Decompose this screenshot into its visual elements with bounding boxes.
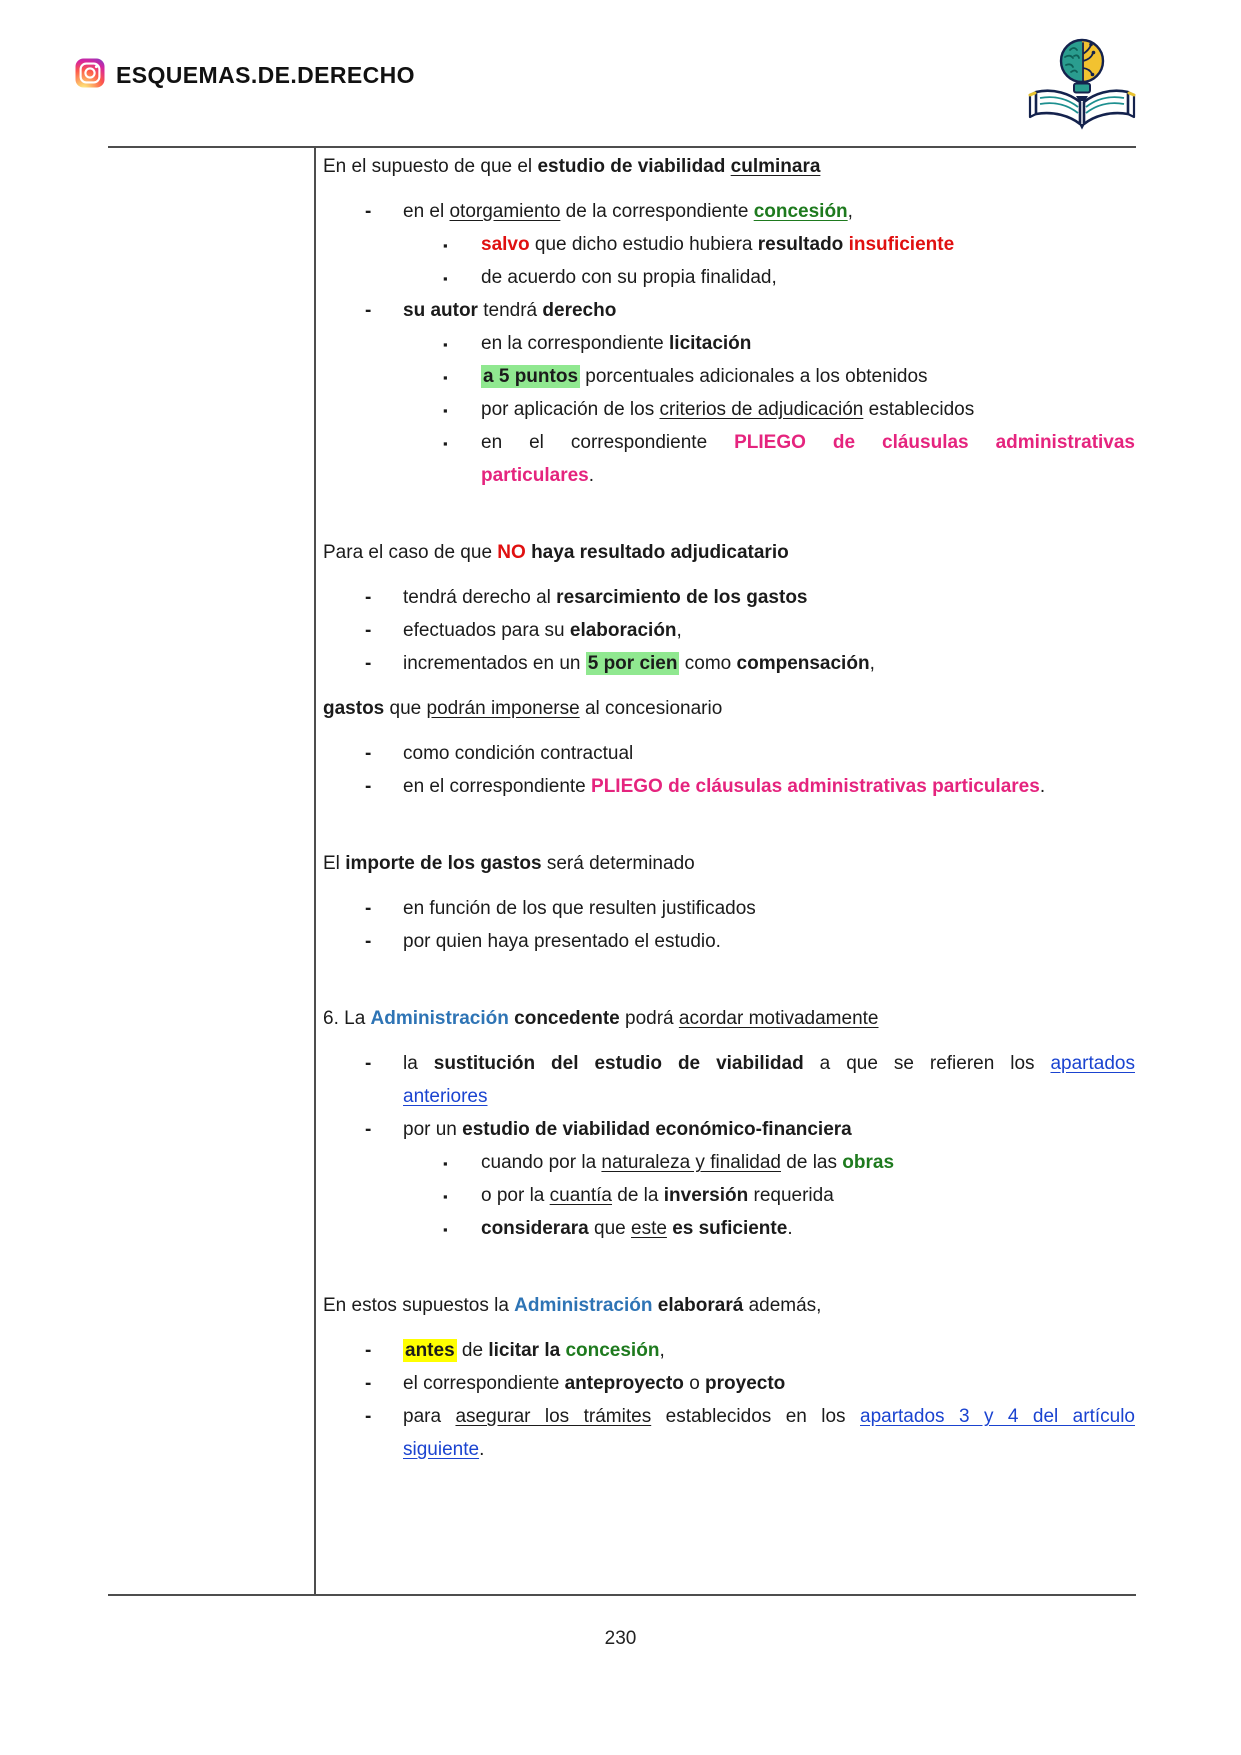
text-run: que dicho estudio hubiera (529, 234, 758, 255)
text-run: tendrá derecho al (403, 587, 557, 608)
text-run: concesión (565, 1340, 660, 1361)
square-bullet: ▪ (443, 271, 448, 286)
table-bottom-border (108, 1594, 1136, 1596)
dash-bullet: - (365, 653, 372, 674)
text-line (323, 1146, 1135, 1179)
content-blocks (323, 150, 1135, 1466)
text-run: criterios de adjudicación (659, 399, 864, 420)
dash-bullet: - (365, 743, 372, 764)
text-run: como (679, 653, 737, 674)
text-run: establecidos (863, 399, 975, 420)
text-run: obras (842, 1152, 895, 1173)
text-line (323, 770, 1135, 803)
text-run: estudio de viabilidad (537, 156, 726, 177)
text-run: haya resultado adjudicatario (531, 542, 789, 563)
text-run: como condición contractual (403, 743, 634, 764)
text-run: Administración (514, 1295, 653, 1316)
text-run: considerara (481, 1218, 589, 1239)
text-line (323, 614, 1135, 647)
text-run: en el correspondiente (403, 776, 592, 797)
text-run: salvo (481, 234, 530, 255)
text-line (323, 327, 1135, 360)
text-run: cuantía (549, 1185, 612, 1206)
square-bullet: ▪ (443, 403, 448, 418)
text-run: por quien haya presentado el estudio. (403, 931, 721, 952)
dash-bullet: - (365, 1406, 372, 1427)
text-run: para (403, 1406, 456, 1427)
text-run: . (787, 1218, 793, 1239)
text-run: incrementados en un (403, 653, 586, 674)
text-run: El (323, 853, 346, 874)
text-run: o (683, 1373, 706, 1394)
text-run: de (456, 1340, 489, 1361)
text-line (323, 261, 1135, 294)
table-column-divider (314, 146, 316, 1596)
text-run: derecho (542, 300, 617, 321)
text-run: otorgamiento (449, 201, 561, 222)
text-run: podrá (619, 1008, 679, 1029)
text-run: concedente (514, 1008, 620, 1029)
text-line (323, 1047, 1135, 1080)
text-run: elaborará (657, 1295, 744, 1316)
text-run: compensación (736, 653, 870, 674)
text-run: naturaleza y finalidad (601, 1152, 781, 1173)
table-top-border (108, 146, 1136, 148)
text-run: establecidos en los (651, 1406, 860, 1427)
text-run: En estos supuestos la (323, 1295, 515, 1316)
text-run: Administración (370, 1008, 509, 1029)
text-line (323, 647, 1135, 680)
text-run: su autor (403, 300, 478, 321)
text-run: PLIEGO de cláusulas administrativas (734, 432, 1135, 453)
text-line (323, 1433, 1135, 1466)
text-run: a que se refieren los (803, 1053, 1051, 1074)
link-text[interactable]: anteriores (403, 1086, 488, 1107)
text-run: Para el caso de que (323, 542, 498, 563)
text-run: en función de los que resulten justificados (403, 898, 756, 919)
text-run: a 5 puntos (483, 366, 579, 387)
square-bullet: ▪ (443, 1156, 448, 1171)
text-line (323, 459, 1135, 492)
text-line (323, 1289, 1135, 1322)
text-run: además, (743, 1295, 822, 1316)
text-run: por aplicación de los (481, 399, 660, 420)
text-run: NO (497, 542, 526, 563)
text-run: será determinado (541, 853, 695, 874)
book-bulb-logo (1026, 30, 1138, 134)
dash-bullet: - (365, 300, 372, 321)
link-text[interactable]: siguiente (403, 1439, 480, 1460)
text-line (323, 692, 1135, 725)
dash-bullet: - (365, 931, 372, 952)
text-run: PLIEGO de cláusulas administrativas particulares (591, 776, 1040, 797)
text-run: de la (611, 1185, 664, 1206)
text-run: este (631, 1218, 667, 1239)
text-run: el correspondiente (403, 1373, 565, 1394)
text-run: culminara (730, 156, 821, 177)
text-line (323, 892, 1135, 925)
text-run: que (588, 1218, 631, 1239)
square-bullet: ▪ (443, 436, 448, 451)
text-line (323, 1367, 1135, 1400)
text-run: 5 por cien (587, 653, 678, 674)
text-line (323, 1334, 1135, 1367)
text-run: requerida (748, 1185, 834, 1206)
text-run: podrán imponerse (426, 698, 580, 719)
text-run: cuando por la (481, 1152, 602, 1173)
text-run: en el correspondiente (481, 432, 735, 453)
text-run: En el supuesto de que el (323, 156, 538, 177)
text-run: . (588, 465, 595, 486)
text-run: elaboración (569, 620, 677, 641)
text-run: acordar motivadamente (678, 1008, 879, 1029)
text-run: licitar la (488, 1340, 561, 1361)
text-run: en la correspondiente (481, 333, 670, 354)
dash-bullet: - (365, 201, 372, 222)
text-line (323, 847, 1135, 880)
text-run: insuficiente (848, 234, 955, 255)
text-run: sustitución del estudio de viabilidad (433, 1053, 804, 1074)
text-run: resultado (757, 234, 844, 255)
text-line (323, 195, 1135, 228)
dash-bullet: - (365, 1053, 372, 1074)
text-run: asegurar los trámites (455, 1406, 652, 1427)
text-line (323, 1080, 1135, 1113)
text-line (323, 1113, 1135, 1146)
text-line (323, 150, 1135, 183)
text-run: . (1039, 776, 1046, 797)
text-line (323, 536, 1135, 569)
text-run: efectuados para su (403, 620, 570, 641)
square-bullet: ▪ (443, 238, 448, 253)
square-bullet: ▪ (443, 370, 448, 385)
text-run: de acuerdo con su propia finalidad, (481, 267, 777, 288)
text-run: de la correspondiente (560, 201, 754, 222)
text-line (323, 1002, 1135, 1035)
text-run: la (403, 1053, 434, 1074)
brand (75, 58, 415, 93)
text-run: gastos (323, 698, 385, 719)
text-run: licitación (669, 333, 752, 354)
text-line (323, 1212, 1135, 1245)
link-text[interactable]: apartados (1050, 1053, 1135, 1074)
text-run: al concesionario (579, 698, 723, 719)
text-run: antes (405, 1340, 455, 1361)
dash-bullet: - (365, 898, 372, 919)
text-run: . (479, 1439, 485, 1460)
text-line (323, 737, 1135, 770)
text-run: de las (781, 1152, 843, 1173)
text-run: anteproyecto (564, 1373, 684, 1394)
text-run: , (869, 653, 875, 674)
link-text[interactable]: apartados 3 y 4 del artículo (860, 1406, 1135, 1427)
text-run: es suficiente (672, 1218, 788, 1239)
text-line (323, 1400, 1135, 1433)
page-number: 230 (604, 1628, 637, 1649)
text-line (323, 393, 1135, 426)
text-line (323, 1179, 1135, 1212)
text-run: proyecto (705, 1373, 786, 1394)
dash-bullet: - (365, 620, 372, 641)
square-bullet: ▪ (443, 1189, 448, 1204)
text-line (323, 360, 1135, 393)
text-run: en el (403, 201, 450, 222)
text-run: 6. La (323, 1008, 371, 1029)
square-bullet: ▪ (443, 337, 448, 352)
brand-name: ESQUEMAS.DE.DERECHO (116, 62, 415, 88)
text-line (323, 294, 1135, 327)
text-line (323, 426, 1135, 459)
text-run: importe de los gastos (345, 853, 542, 874)
text-run: concesión (753, 201, 848, 222)
text-line (323, 925, 1135, 958)
text-run: porcentuales adicionales a los obtenidos (580, 366, 928, 387)
text-run: por un (403, 1119, 463, 1140)
dash-bullet: - (365, 587, 372, 608)
text-run: , (676, 620, 682, 641)
square-bullet: ▪ (443, 1222, 448, 1237)
dash-bullet: - (365, 776, 372, 797)
text-run: o por la (481, 1185, 550, 1206)
text-line (323, 581, 1135, 614)
text-run: , (659, 1340, 665, 1361)
instagram-icon (75, 58, 105, 93)
dash-bullet: - (365, 1340, 372, 1361)
text-run: particulares (481, 465, 589, 486)
text-run: , (847, 201, 853, 222)
text-run: que (384, 698, 427, 719)
dash-bullet: - (365, 1119, 372, 1140)
text-run: estudio de viabilidad económico-financiera (462, 1119, 852, 1140)
dash-bullet: - (365, 1373, 372, 1394)
text-run: inversión (663, 1185, 749, 1206)
text-run: tendrá (477, 300, 543, 321)
text-run: resarcimiento de los gastos (556, 587, 808, 608)
text-line (323, 228, 1135, 261)
